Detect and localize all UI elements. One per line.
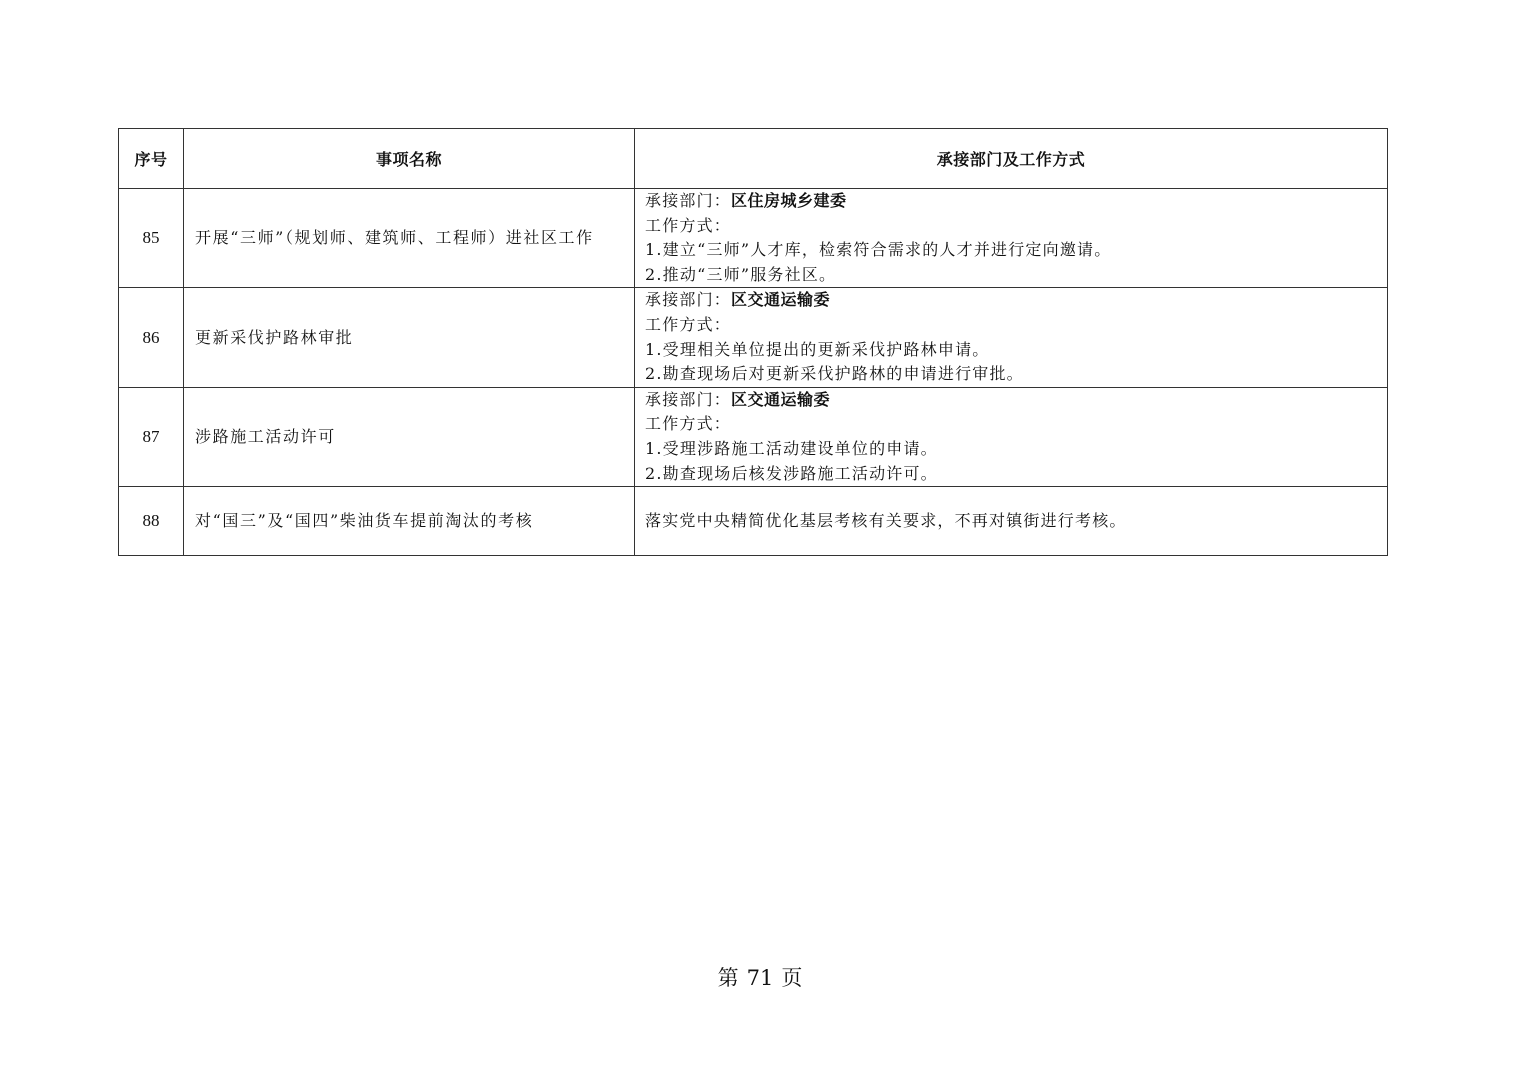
table-header-row [119, 129, 1388, 189]
dept-name: 区住房城乡建委 [731, 191, 847, 210]
table-row [119, 387, 1388, 486]
dept-line [645, 189, 1379, 214]
row-matter-name: 开展“三师”（规划师、建筑师、工程师）进社区工作 [184, 189, 635, 288]
dept-label: 承接部门： [645, 290, 732, 310]
method-label: 工作方式： [645, 414, 732, 434]
header-dept: 承接部门及工作方式 [635, 129, 1388, 189]
page-number: 71 [746, 966, 774, 990]
row-seq: 85 [119, 189, 184, 288]
method-label: 工作方式： [645, 215, 732, 235]
row-seq: 87 [119, 387, 184, 486]
row-dept-method [635, 387, 1388, 486]
page-prefix: 第 [717, 966, 739, 990]
matters-table [118, 128, 1388, 556]
method-step: 1.建立“三师”人才库，检索符合需求的人才并进行定向邀请。 [645, 240, 1112, 260]
method-step: 2.勘查现场后对更新采伐护路林的申请进行审批。 [645, 364, 1024, 384]
method-label: 工作方式： [645, 314, 732, 334]
row-matter-name: 更新采伐护路林审批 [184, 288, 635, 387]
row-dept-method [635, 189, 1388, 288]
table-row [119, 288, 1388, 387]
dept-line [645, 288, 1379, 313]
method-step: 2.勘查现场后核发涉路施工活动许可。 [645, 463, 938, 483]
method-step: 1.受理涉路施工活动建设单位的申请。 [645, 438, 938, 458]
page-suffix: 页 [781, 966, 803, 990]
header-seq: 序号 [119, 129, 184, 189]
dept-name: 区交通运输委 [731, 290, 831, 310]
table-row [119, 189, 1388, 288]
row-dept-method [635, 288, 1388, 387]
header-name: 事项名称 [184, 129, 635, 189]
row-matter-name: 对“国三”及“国四”柴油货车提前淘汰的考核 [184, 487, 635, 556]
row-seq: 88 [119, 487, 184, 556]
method-step: 2.推动“三师”服务社区。 [645, 264, 837, 284]
dept-name: 区交通运输委 [731, 389, 831, 409]
dept-line [645, 388, 1379, 413]
page-number-footer [0, 962, 1520, 992]
dept-label: 承接部门： [645, 389, 732, 409]
dept-label: 承接部门： [645, 191, 732, 210]
method-step: 1.受理相关单位提出的更新采伐护路林申请。 [645, 339, 990, 359]
table-row [119, 487, 1388, 556]
row-seq: 86 [119, 288, 184, 387]
row-matter-name: 涉路施工活动许可 [184, 387, 635, 486]
row-note: 落实党中央精简优化基层考核有关要求，不再对镇街进行考核。 [635, 487, 1388, 556]
